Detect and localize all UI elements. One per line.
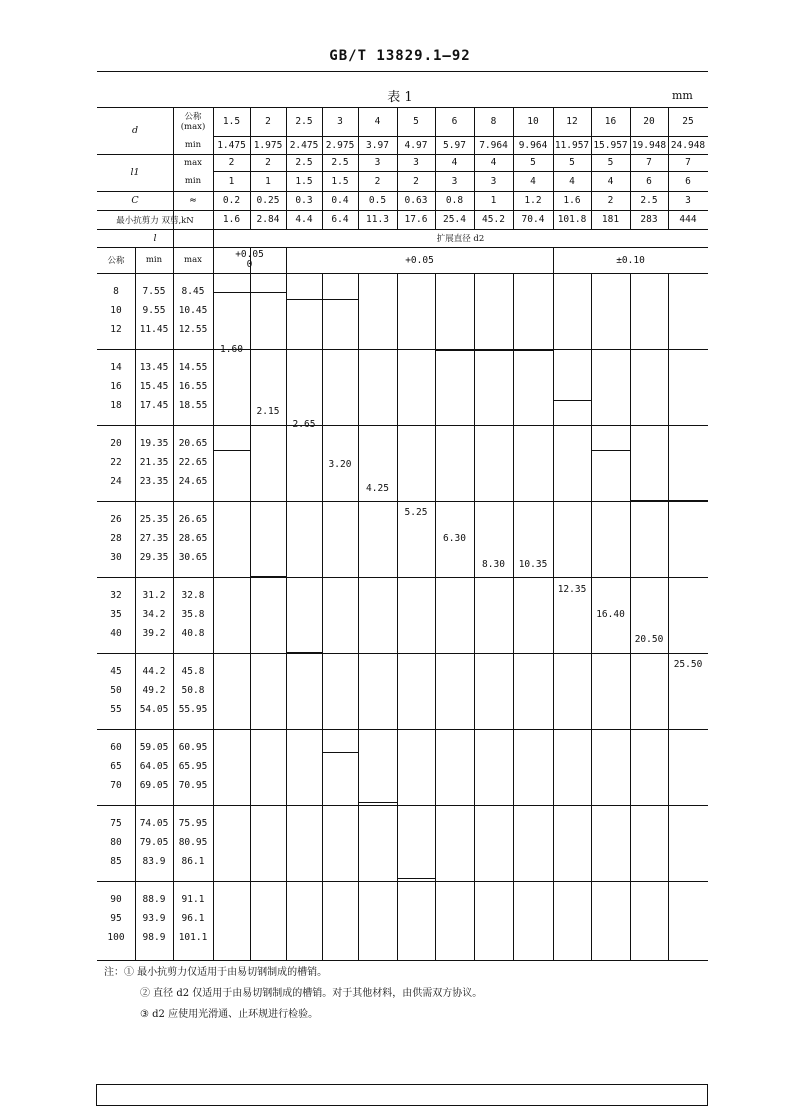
length-row-2-col-2: 12.55 (178, 324, 208, 335)
range-start-col-3 (322, 299, 358, 300)
shear-11: 283 (640, 214, 658, 225)
length-row-16-col-2: 50.8 (181, 685, 205, 696)
label-d: d (131, 125, 139, 136)
d-min-7: 7.964 (479, 139, 508, 151)
d2-value-11: 20.50 (634, 634, 664, 645)
length-row-10-col-1: 27.35 (139, 533, 169, 544)
label-l-max: max (184, 255, 202, 265)
c-value-8: 1.2 (524, 195, 542, 206)
c-value-9: 1.6 (563, 195, 581, 206)
standard-code: GB/T 13829.1—92 (329, 48, 471, 64)
length-row-4-col-2: 16.55 (178, 381, 208, 392)
range-start-col-9 (553, 400, 591, 401)
length-row-20-col-1: 69.05 (139, 780, 169, 791)
range-end-col-1 (250, 576, 286, 577)
tolerance-1 (213, 247, 286, 273)
nominal-diameter-5: 5 (413, 116, 419, 127)
length-row-25-col-2: 96.1 (181, 913, 205, 924)
length-row-14-col-1: 39.2 (142, 628, 166, 639)
label-l: l (153, 232, 157, 244)
label-l1: l1 (130, 167, 140, 178)
d-min-12: 24.948 (670, 139, 706, 151)
d2-value-10: 16.40 (596, 609, 625, 620)
length-row-12-col-0: 32 (110, 590, 122, 601)
length-row-5-col-0: 18 (110, 400, 122, 411)
label-shear: 最小抗剪力 双剪,kN (116, 215, 194, 226)
d2-value-5: 5.25 (404, 507, 428, 518)
d-min-3: 2.975 (325, 139, 355, 151)
range-start-col-7 (474, 350, 513, 351)
nominal-diameter-1: 2 (265, 116, 271, 127)
rule-length-group-8 (97, 881, 708, 882)
length-row-6-col-2: 20.65 (178, 438, 208, 449)
length-row-16-col-1: 49.2 (142, 685, 166, 696)
rule-length-group-3 (97, 501, 708, 502)
length-row-23-col-1: 83.9 (142, 856, 166, 867)
length-row-13-col-0: 35 (110, 609, 122, 620)
nominal-diameter-10: 16 (604, 116, 617, 127)
d-min-0: 1.475 (217, 139, 246, 151)
range-start-col-0 (213, 292, 250, 293)
length-row-24-col-0: 90 (110, 894, 122, 905)
l1-max-6: 4 (451, 157, 458, 168)
vrule-d2-col-12 (668, 273, 669, 960)
d2-value-2: 2.65 (292, 419, 316, 430)
shear-12: 444 (679, 214, 697, 225)
shear-9: 101.8 (557, 214, 587, 225)
shear-6: 25.4 (443, 214, 466, 225)
nominal-diameter-2: 2.5 (295, 116, 313, 127)
length-row-22-col-0: 80 (110, 837, 122, 848)
nominal-diameter-12: 25 (682, 116, 694, 127)
vrule-d2-col-7 (474, 273, 475, 960)
range-end-col-4 (358, 802, 397, 803)
length-row-8-col-1: 23.35 (139, 476, 169, 487)
l1-min-8: 4 (530, 175, 536, 187)
c-value-7: 1 (490, 195, 497, 206)
nominal-diameter-0: 1.5 (222, 116, 241, 127)
length-row-3-col-2: 14.55 (178, 362, 208, 373)
length-row-9-col-2: 26.65 (178, 514, 208, 525)
nominal-diameter-9: 12 (566, 116, 578, 127)
l1-min-9: 4 (569, 175, 575, 187)
d-min-10: 15.957 (593, 139, 628, 151)
length-row-13-col-2: 35.8 (181, 609, 205, 620)
length-row-14-col-2: 40.8 (181, 628, 205, 639)
length-row-13-col-1: 34.2 (142, 609, 166, 620)
length-row-1-col-1: 9.55 (142, 305, 166, 316)
table-notes (104, 962, 482, 1025)
length-row-9-col-1: 25.35 (139, 514, 169, 525)
d-min-4: 3.97 (366, 139, 389, 151)
l1-max-10: 5 (607, 157, 614, 168)
range-start-col-10 (591, 450, 630, 451)
tolerance-1-line: 0 (246, 259, 253, 270)
rule-length-group-4 (97, 577, 708, 578)
length-row-17-col-1: 54.05 (139, 704, 169, 715)
rule-after-subheader (97, 273, 708, 274)
length-row-1-col-0: 10 (110, 305, 122, 316)
label-nominal: 公称 (107, 256, 125, 266)
length-row-12-col-1: 31.2 (142, 590, 166, 601)
l1-max-9: 5 (569, 157, 575, 168)
length-row-9-col-0: 26 (110, 514, 122, 525)
length-row-18-col-2: 60.95 (178, 742, 208, 753)
d2-value-12: 25.50 (673, 659, 703, 670)
nominal-diameter-3: 3 (337, 116, 343, 127)
l1-max-1: 2 (265, 157, 271, 168)
nominal-diameter-6: 6 (451, 116, 458, 127)
length-row-0-col-0: 8 (113, 286, 119, 297)
label-approx: ≈ (189, 195, 197, 206)
length-row-25-col-1: 93.9 (142, 913, 166, 924)
length-row-15-col-2: 45.8 (181, 666, 205, 677)
c-value-10: 2 (607, 195, 614, 206)
rule-length-group-7 (97, 805, 708, 806)
d2-value-1: 2.15 (256, 406, 280, 417)
l1-max-4: 3 (374, 157, 381, 168)
length-row-12-col-2: 32.8 (181, 590, 205, 601)
d-min-8: 9.964 (518, 139, 548, 151)
d2-value-8: 10.35 (518, 559, 548, 570)
d-min-6: 5.97 (443, 139, 466, 151)
range-start-col-11 (630, 500, 668, 501)
label-nominal-max-line: (max) (180, 121, 206, 132)
note-1: 注：① 最小抗剪力仅适用于由易切钢制成的槽销。 (104, 967, 328, 978)
d2-value-3: 3.20 (328, 459, 352, 470)
d-min-5: 4.97 (404, 139, 428, 151)
label-nominal-max-line: 公称 (184, 111, 202, 122)
range-start-col-8 (513, 350, 553, 351)
length-row-3-col-0: 14 (110, 362, 122, 373)
l1-max-11: 7 (646, 157, 652, 168)
d-min-11: 19.948 (631, 139, 667, 151)
l1-min-12: 6 (685, 175, 691, 187)
d2-value-4: 4.25 (366, 483, 389, 494)
length-row-7-col-0: 22 (110, 457, 122, 468)
tolerance-1-line: +0.05 (235, 249, 264, 260)
shear-2: 4.4 (295, 214, 313, 225)
length-row-15-col-0: 45 (110, 666, 122, 677)
length-row-3-col-1: 13.45 (139, 362, 169, 373)
length-row-4-col-0: 16 (110, 381, 122, 392)
label-l-min: min (145, 255, 163, 265)
length-row-11-col-0: 30 (110, 552, 122, 563)
l1-min-7: 3 (490, 175, 497, 187)
label-c: C (131, 195, 139, 206)
l1-max-8: 5 (530, 157, 536, 168)
c-value-4: 0.5 (368, 195, 387, 206)
vrule-d2-col-6 (435, 273, 436, 960)
table-unit: mm (672, 89, 693, 102)
length-row-19-col-0: 65 (110, 761, 122, 772)
length-row-2-col-1: 11.45 (139, 324, 169, 335)
label-d2: 扩展直径 d2 (436, 234, 485, 244)
length-row-26-col-0: 100 (107, 932, 125, 943)
l1-min-10: 4 (607, 175, 614, 187)
d2-value-9: 12.35 (557, 584, 587, 595)
l1-min-0: 1 (228, 175, 235, 187)
label-l1-min: min (184, 176, 202, 186)
d2-value-0: 1.60 (220, 344, 243, 355)
length-row-17-col-0: 55 (110, 704, 122, 715)
length-row-6-col-1: 19.35 (139, 438, 169, 449)
length-row-24-col-2: 91.1 (181, 894, 205, 905)
length-row-23-col-0: 85 (110, 856, 122, 867)
length-row-19-col-1: 64.05 (139, 761, 169, 772)
label-l1-max: max (184, 157, 202, 168)
c-value-0: 0.2 (222, 195, 241, 206)
vrule-d2-col-4 (358, 273, 359, 960)
length-row-10-col-0: 28 (110, 533, 122, 544)
range-start-col-12 (668, 500, 708, 501)
range-end-col-3 (322, 752, 358, 753)
tolerance-2: +0.05 (405, 254, 434, 266)
nominal-diameter-4: 4 (374, 116, 381, 127)
vrule-d2-col-3 (322, 273, 323, 960)
c-value-2: 0.3 (295, 195, 313, 206)
shear-0: 1.6 (222, 214, 241, 225)
d2-value-6: 6.30 (443, 533, 466, 544)
length-row-5-col-2: 18.55 (178, 400, 208, 411)
table-title: 表 1 (387, 90, 413, 105)
length-row-21-col-0: 75 (110, 818, 122, 829)
l1-min-1: 1 (265, 175, 271, 187)
range-end-col-0 (213, 450, 250, 451)
length-row-14-col-0: 40 (110, 628, 122, 639)
vrule-d2-col-11 (630, 273, 631, 960)
shear-8: 70.4 (521, 214, 545, 225)
length-row-0-col-1: 7.55 (142, 286, 166, 297)
l1-max-7: 4 (490, 157, 497, 168)
c-value-6: 0.8 (445, 195, 464, 206)
shear-7: 45.2 (482, 214, 505, 225)
vrule-l-nominal (135, 247, 136, 960)
note-3: ③ d2 应使用光滑通、止环规进行检验。 (140, 1009, 319, 1020)
c-value-3: 0.4 (331, 195, 349, 206)
l1-min-6: 3 (451, 175, 458, 187)
range-start-col-2 (286, 299, 322, 300)
rule-length-group-1 (97, 349, 708, 350)
c-value-11: 2.5 (640, 195, 658, 206)
vrule-d2-col-2 (286, 273, 287, 960)
length-row-7-col-1: 21.35 (139, 457, 169, 468)
c-value-1: 0.25 (256, 195, 280, 206)
l1-max-0: 2 (228, 157, 235, 168)
vrule-d2-col-9 (553, 273, 554, 960)
length-row-15-col-1: 44.2 (142, 666, 166, 677)
table-bottom-rule (97, 960, 708, 961)
l1-min-4: 2 (374, 175, 381, 187)
length-row-8-col-0: 24 (110, 476, 122, 487)
range-start-col-6 (435, 350, 474, 351)
l1-max-12: 7 (685, 157, 691, 168)
range-end-col-2 (286, 652, 322, 653)
length-row-1-col-2: 10.45 (178, 305, 208, 316)
rule-length-group-5 (97, 653, 708, 654)
nominal-diameter-8: 10 (527, 116, 539, 127)
range-end-col-5 (397, 878, 435, 879)
length-row-8-col-2: 24.65 (178, 476, 208, 487)
shear-10: 181 (601, 214, 620, 225)
length-row-22-col-2: 80.95 (178, 837, 208, 848)
nominal-diameter-11: 20 (643, 116, 655, 127)
length-row-20-col-0: 70 (110, 780, 122, 791)
l1-min-11: 6 (646, 175, 652, 187)
length-row-4-col-1: 15.45 (139, 381, 169, 392)
length-row-24-col-1: 88.9 (142, 894, 166, 905)
shear-5: 17.6 (404, 214, 428, 225)
length-row-18-col-0: 60 (110, 742, 122, 753)
length-row-22-col-1: 79.05 (139, 837, 169, 848)
note-2: ② 直径 d2 仅适用于由易切钢制成的槽销。对于其他材料，由供需双方协议。 (140, 988, 483, 999)
length-row-5-col-1: 17.45 (139, 400, 169, 411)
l1-max-2: 2.5 (295, 157, 313, 168)
length-row-23-col-2: 86.1 (181, 856, 205, 867)
length-row-2-col-0: 12 (110, 324, 122, 335)
length-row-7-col-2: 22.65 (178, 457, 208, 468)
d-min-1: 1.975 (253, 139, 283, 151)
rule-length-group-2 (97, 425, 708, 426)
d-min-2: 2.475 (289, 139, 319, 151)
shear-1: 2.84 (256, 214, 280, 225)
vrule-d2-col-5 (397, 273, 398, 960)
l1-max-5: 3 (413, 157, 419, 168)
length-row-26-col-1: 98.9 (142, 932, 166, 943)
l1-min-5: 2 (413, 175, 419, 187)
length-row-21-col-2: 75.95 (178, 818, 208, 829)
length-row-19-col-2: 65.95 (178, 761, 208, 772)
length-row-26-col-2: 101.1 (178, 932, 208, 943)
length-row-20-col-2: 70.95 (178, 780, 208, 791)
d-min-9: 11.957 (554, 139, 590, 151)
label-nominal-max (173, 107, 213, 136)
label-d-min: min (184, 140, 202, 150)
length-row-21-col-1: 74.05 (139, 818, 169, 829)
length-row-25-col-0: 95 (110, 913, 122, 924)
length-row-18-col-1: 59.05 (139, 742, 169, 753)
c-value-5: 0.63 (404, 195, 428, 206)
l1-max-3: 2.5 (331, 157, 349, 168)
length-row-11-col-1: 29.35 (139, 552, 169, 563)
vrule-d2-col-8 (513, 273, 514, 960)
rule-length-group-6 (97, 729, 708, 730)
footer-frame (96, 1084, 708, 1106)
length-row-16-col-0: 50 (110, 685, 122, 696)
shear-4: 11.3 (366, 214, 389, 225)
vrule-d2-col-1 (250, 247, 251, 960)
length-row-0-col-2: 8.45 (181, 286, 205, 297)
length-row-10-col-2: 28.65 (178, 533, 208, 544)
l1-min-2: 1.5 (295, 175, 313, 187)
d2-value-7: 8.30 (482, 559, 505, 570)
shear-3: 6.4 (331, 214, 349, 225)
length-row-6-col-0: 20 (110, 438, 122, 449)
l1-min-3: 1.5 (331, 175, 349, 187)
length-row-17-col-2: 55.95 (178, 704, 208, 715)
nominal-diameter-7: 8 (490, 116, 497, 127)
length-row-11-col-2: 30.65 (178, 552, 208, 563)
vrule-l-max (213, 229, 214, 960)
range-start-col-1 (250, 292, 286, 293)
c-value-12: 3 (685, 195, 691, 206)
tolerance-3: ±0.10 (616, 254, 645, 266)
